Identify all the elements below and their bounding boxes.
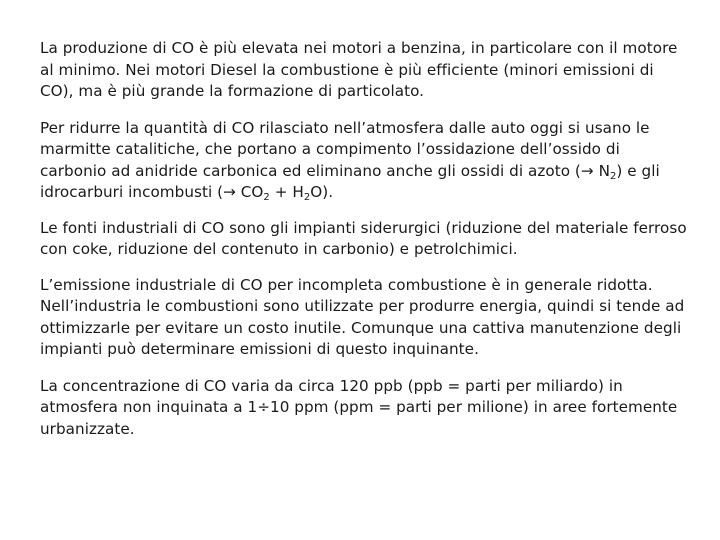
paragraph-co-production: La produzione di CO è più elevata nei motori a benzina, in particolare con il motore al minimo. Nei motori Diesel la combustione è più efficiente (minori emissioni di CO), ma è più grande la formazione di particolato. (40, 39, 678, 100)
paragraph-text: ) e gli idrocarburi incombusti (→ CO (40, 161, 660, 201)
paragraph-industrial-sources: Le fonti industriali di CO sono gli impianti siderurgici (riduzione del materiale ferroso con coke, riduzione del contenuto in carbonio) e petrolchimici. (40, 218, 687, 258)
subscript-h2o: 2 (303, 192, 311, 203)
paragraph-text: Per ridurre la quantità di CO rilasciato nell’atmosfera dalle auto oggi si usano le marmitte catalitiche, che portano a compimento l’ossidazione dell’ossido di carbonio ad anidride carbonica ed eliminano anche gli ossidi di azoto (→ N (40, 118, 650, 180)
paragraph-catalytic-converters (40, 118, 690, 204)
paragraph-concentration: La concentrazione di CO varia da circa 120 ppb (ppb = parti per miliardo) in atmosfera non inquinata a 1÷10 ppm (ppm = parti per milione) in aree fortemente urbanizzate. (40, 376, 678, 438)
paragraph-text: + H (269, 183, 304, 201)
subscript-co2: 2 (263, 192, 270, 203)
document-body (40, 38, 690, 453)
paragraph-text: O). (310, 183, 334, 201)
subscript-n2: 2 (609, 170, 617, 182)
paragraph-industrial-emission: L’emissione industriale di CO per incompleta combustione è in generale ridotta. Nell’industria le combustioni sono utilizzate per produrre energia, quindi si tende ad ottimizzarle per evitare un costo inutile. Comunque una cattiva manutenzione degli impianti può determinare emissioni di questo inquinante. (40, 275, 685, 358)
